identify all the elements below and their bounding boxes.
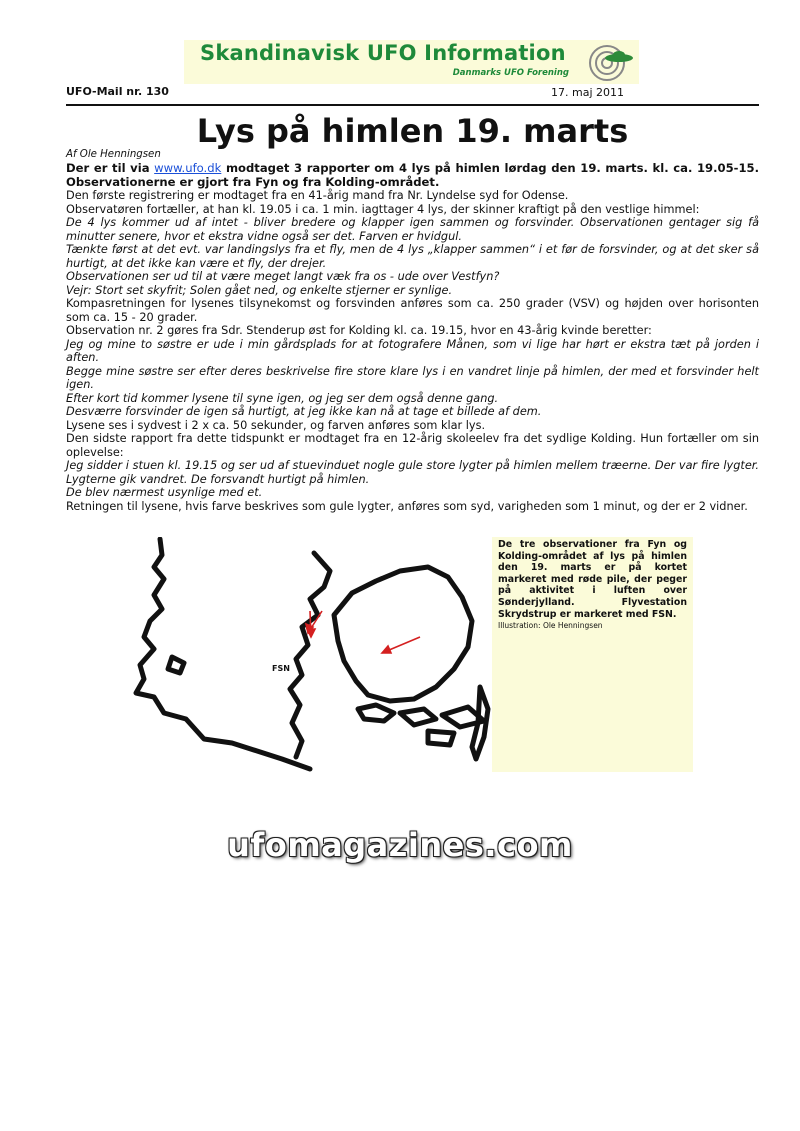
ufo-logo-icon [585,42,637,82]
issue-number: UFO-Mail nr. 130 [66,85,169,98]
quote-paragraph: Vejr: Stort set skyfrit; Solen gået ned, og enkelte stjerner er synlige. [66,283,453,297]
banner-title: Skandinavisk UFO Information [200,41,566,65]
quote-paragraph: Desværre forsvinder de igen så hurtigt, at jeg ikke kan nå at tage et billede af dem. [66,405,542,418]
figure-caption [492,537,693,772]
quote-paragraph: De blev nærmest usynlige med et. [66,486,263,499]
byline: Af Ole Henningsen [66,149,161,160]
quote-paragraph: Efter kort tid kommer lysene til syne igen, og jeg ser dem også denne gang. [66,391,499,405]
banner-subtitle: Danmarks UFO Forening [452,68,569,78]
caption-credit: Illustration: Ole Henningsen [498,621,603,631]
article-body [66,162,759,513]
paragraph: Kompasretningen for lysenes tilsynekomst og forsvinden anføres som ca. 250 grader (VSV) og højden over horisonten som ca. 15 - 20 grader. [66,297,759,324]
paragraph: Den første registrering er modtaget fra en 41-årig mand fra Nr. Lyndelse syd for Odense. [66,189,569,202]
lead-text-end: modtaget 3 rapporter om 4 lys på himlen lørdag den 19. marts. kl. ca. 19.05-15. Observationerne er gjort fra Fyn og fra Kolding-området. [66,161,760,189]
paragraph: Observation nr. 2 gøres fra Sdr. Stenderup øst for Kolding kl. ca. 19.15, hvor en 43-årig kvinde beretter: [66,324,652,337]
lead-text-start: Der er til via [66,161,155,175]
caption-text: De tre observationer fra Fyn og Kolding-området af lys på himlen den 19. marts er på kortet markeret med røde pile, der peger på aktivitet i luften over Sønderjylland. Flyvestation Skrydstrup er markeret med FSN. [498,539,687,620]
paragraph: Lysene ses i sydvest i 2 x ca. 50 sekunder, og farven anføres som klar lys. [66,418,486,432]
paragraph: Retningen til lysene, hvis farve beskrives som gule lygter, anføres som syd, varigheden som 1 minut, og der er 2 vidner. [66,499,748,513]
paragraph: Den sidste rapport fra dette tidspunkt er modtaget fra en 12-årig skoleelev fra det sydlige Kolding. Hun fortæller om sin oplevelse: [66,432,759,459]
quote-paragraph: De 4 lys kommer ud af intet - bliver bredere og klapper igen sammen og forsvinder. Observationen gentager sig få minutter senere, hvor et ekstra vidne også ser det. Farven er hvidgul. [66,216,759,243]
quote-paragraph: Begge mine søstre ser efter deres beskrivelse fire store klare lys i en vandret linje på himlen, der med et forsvinder helt igen. [66,364,759,391]
article-title: Lys på himlen 19. marts [196,112,629,150]
ufo-dk-link[interactable]: www.ufo.dk [154,161,222,175]
lead-paragraph [66,162,759,189]
fsn-label: FSN [272,664,290,673]
watermark: ufomagazines.com [227,826,573,864]
header-divider [66,104,759,106]
map-illustration [132,537,492,772]
issue-date: 17. maj 2011 [551,86,624,99]
quote-paragraph: Jeg og mine to søstre er ude i min gårdsplads for at fotografere Månen, som vi lige har hørt er ekstra tæt på jorden i aften. [66,337,759,364]
quote-paragraph: Jeg sidder i stuen kl. 19.15 og ser ud af stuevinduet nogle gule store lygter på himlen mellem træerne. Der var fire lygter. Lygterne gik vandret. De forsvandt hurtigt på himlen. [66,459,759,486]
quote-paragraph: Observationen ser ud til at være meget langt væk fra os - ude over Vestfyn? [66,270,500,283]
denmark-map [132,537,492,772]
quote-paragraph: Tænkte først at det evt. var landingslys fra et fly, men de 4 lys „klapper sammen“ i et før de forsvinder, og at det sker så hurtigt, at det ikke kan være et fly, der drejer. [66,243,759,270]
paragraph: Observatøren fortæller, at han kl. 19.05 i ca. 1 min. iagttager 4 lys, der skinner kraftigt på den vestlige himmel: [66,202,700,216]
header-banner [184,40,639,84]
